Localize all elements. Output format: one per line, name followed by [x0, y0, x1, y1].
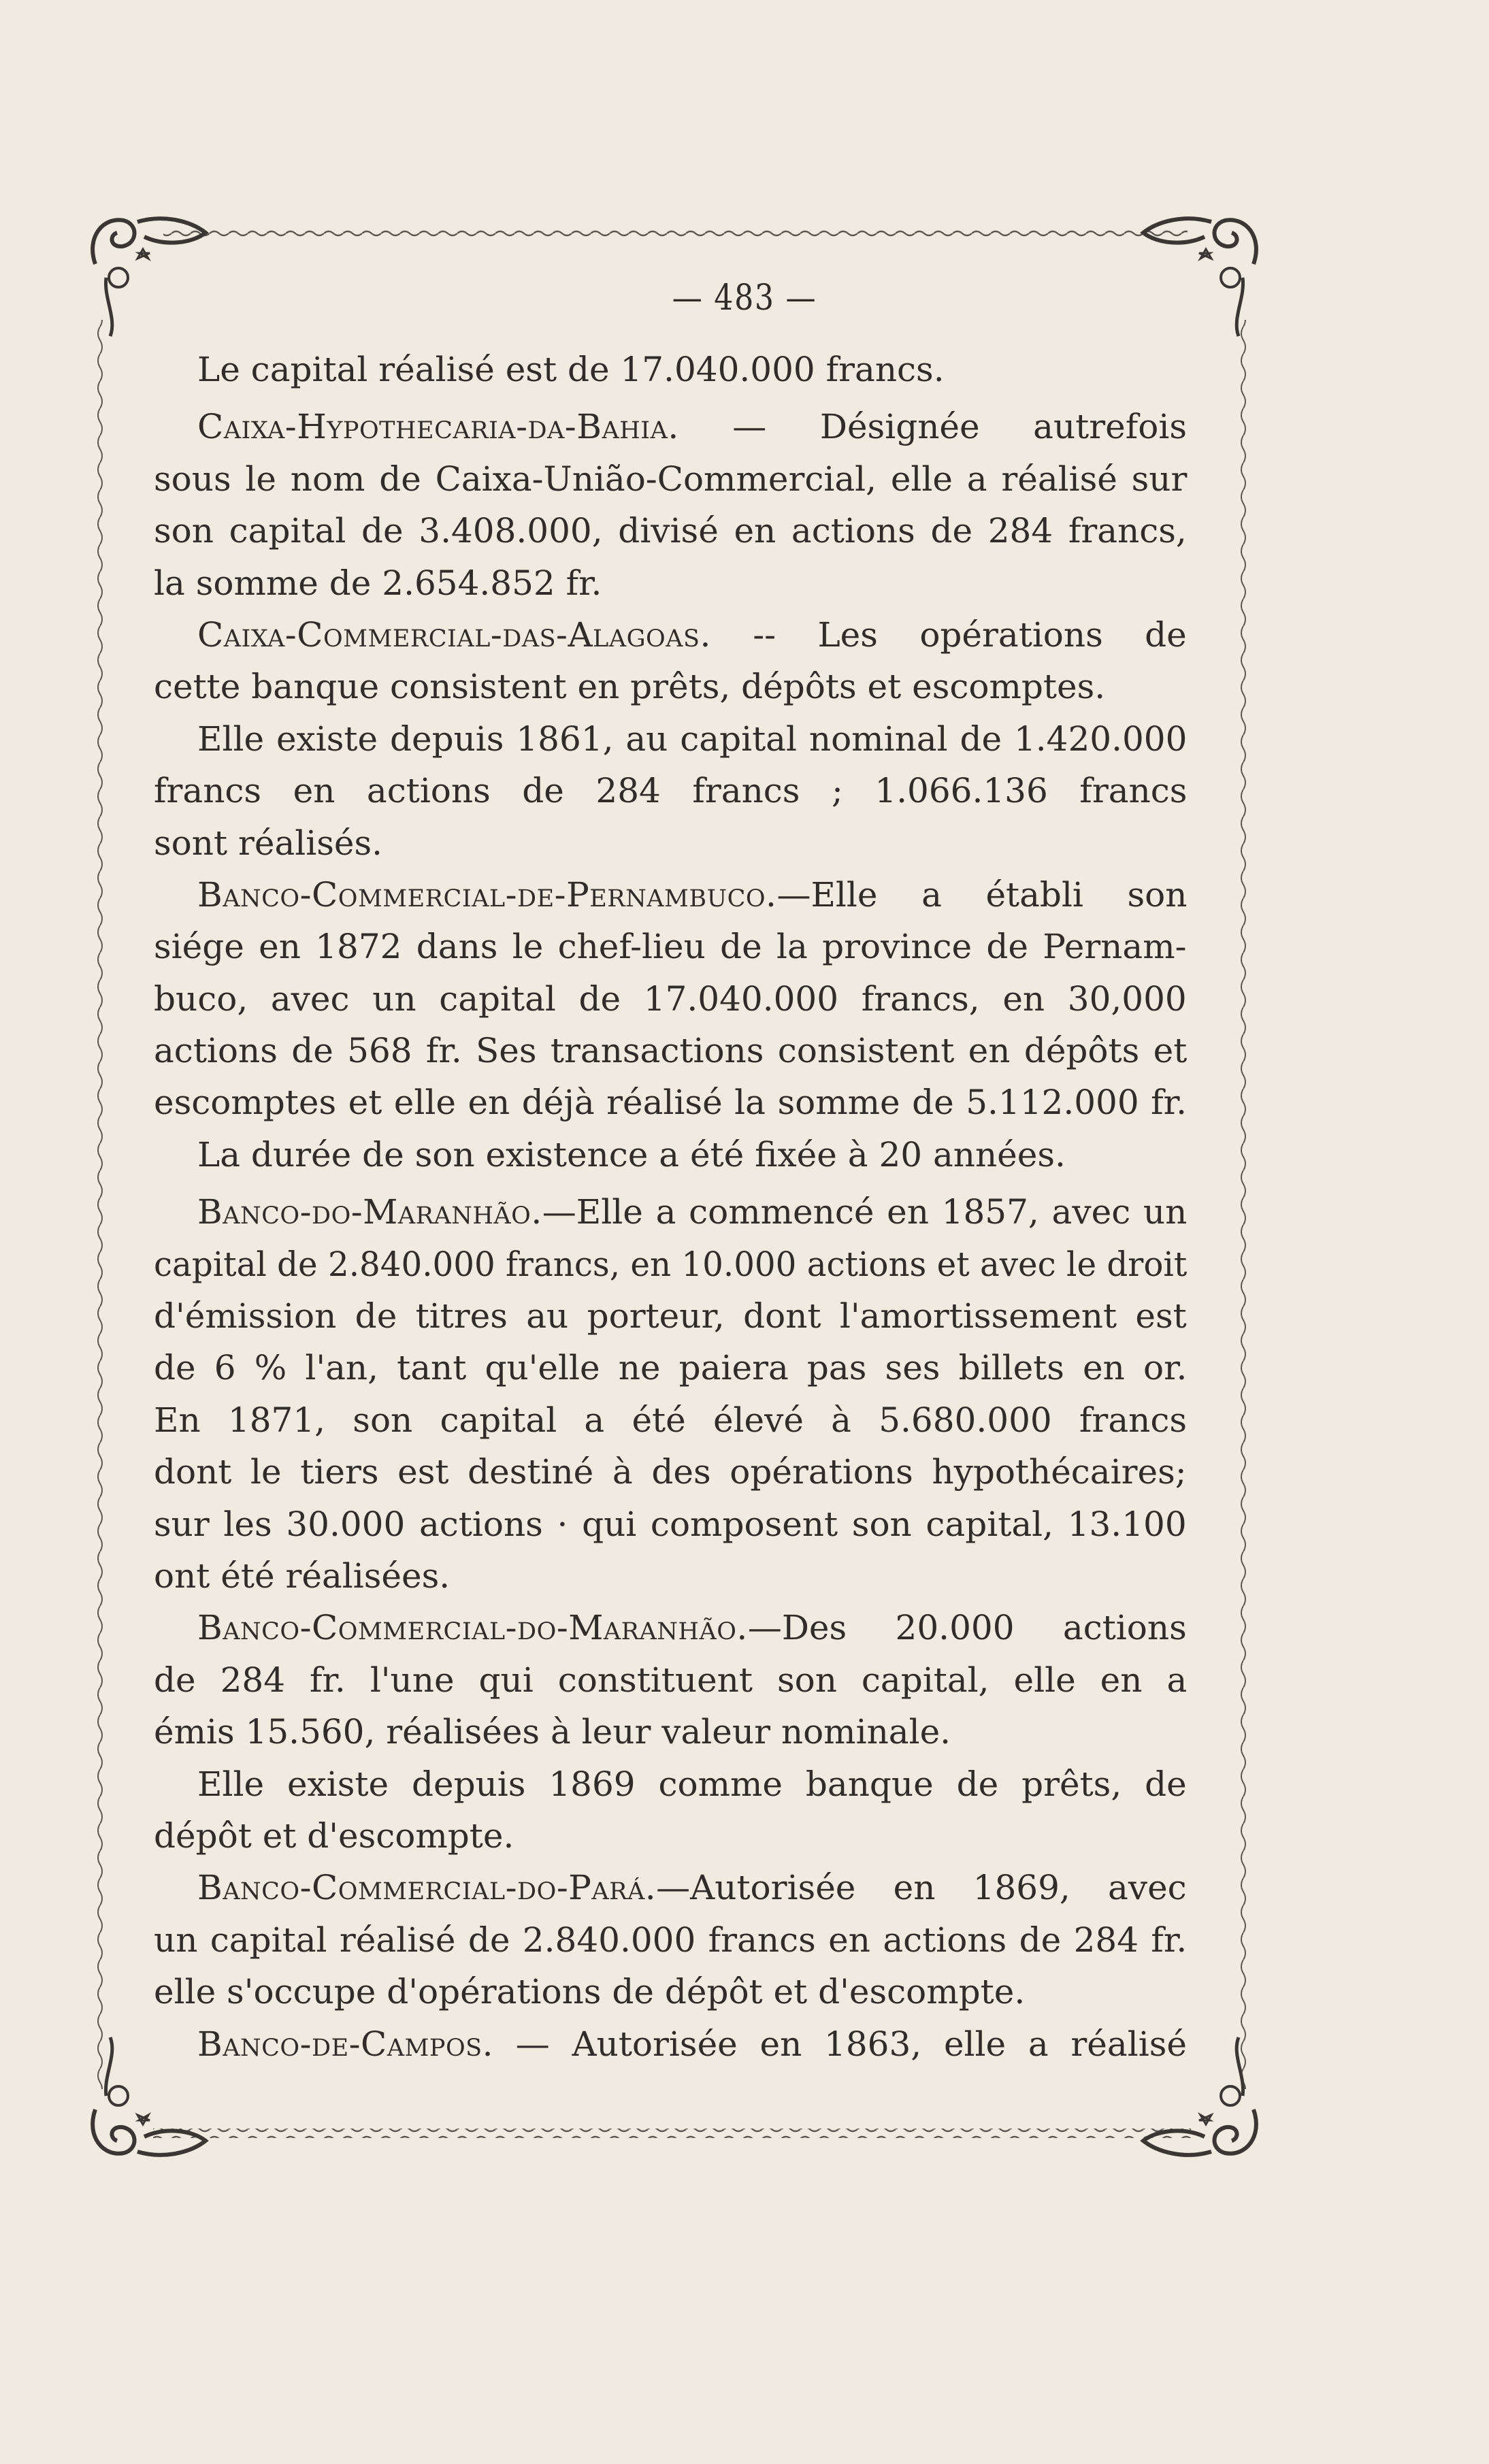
bank-name-heading: Banco-de-Campos. — [197, 2024, 494, 2064]
text-line: son capital de 3.408.000, divisé en actions de 284 francs, — [154, 511, 1187, 551]
paragraph-banco-commercial-do-para — [154, 1862, 1187, 2018]
text-line: Banco-de-Campos. — Autorisée en 1863, elle a réalisé — [197, 2024, 1187, 2064]
bank-name-heading: Banco-Commercial-do-Maranhão. — [197, 1608, 748, 1648]
text-line: de 6 % l'an, tant qu'elle ne paiera pas ses billets en or. — [154, 1348, 1188, 1388]
text-line: capital de 2.840.000 francs, en 10.000 actions et avec le droit — [154, 1244, 1188, 1284]
top-border-line — [163, 229, 1188, 239]
text-line: dont le tiers est destiné à des opérations hypothécaires; — [154, 1452, 1187, 1492]
text-line: Banco-Commercial-de-Pernambuco.—Elle a établi son — [197, 874, 1188, 915]
text-line: Banco-Commercial-do-Maranhão.—Des 20.000 actions — [197, 1608, 1187, 1648]
paragraph — [154, 713, 1187, 869]
bank-name-heading: Caixa-Commercial-das-Alagoas. — [197, 614, 711, 655]
text-line: buco, avec un capital de 17.040.000 francs, en 30,000 — [154, 979, 1187, 1019]
text-line: actions de 568 fr. Ses transactions consistent en dépôts et — [154, 1031, 1188, 1071]
text-line: ont été réalisées. — [154, 1556, 451, 1596]
text-line: francs en actions de 284 francs ; 1.066.136 francs — [154, 771, 1188, 811]
paragraph-banco-commercial-do-maranhao — [154, 1602, 1187, 1758]
text-line: de 284 fr. l'une qui constituent son capital, elle en a — [154, 1660, 1188, 1700]
text-line: Banco-do-Maranhão.—Elle a commencé en 1857, avec un — [197, 1192, 1188, 1232]
text-line: Le capital réalisé est de 17.040.000 francs. — [197, 350, 945, 389]
paragraph-banco-commercial-de-pernambuco — [154, 869, 1187, 1129]
text-line: d'émission de titres au porteur, dont l'amortissement est — [154, 1296, 1187, 1336]
left-border-line — [95, 320, 104, 2089]
text-line: Elle existe depuis 1869 comme banque de prêts, de — [197, 1764, 1187, 1804]
text-line: siége en 1872 dans le chef-lieu de la province de Pernam- — [154, 927, 1187, 967]
paragraph — [154, 1129, 1187, 1181]
bottom-border-line — [153, 2129, 1191, 2138]
paragraph-caixa-hypothecaria-da-bahia — [154, 401, 1187, 609]
paragraph-banco-do-maranhao — [154, 1186, 1187, 1602]
text-line: Caixa-Commercial-das-Alagoas. -- Les opérations de — [197, 614, 1187, 655]
bank-name-heading: Caixa-Hypothecaria-da-Bahia. — [197, 407, 679, 447]
body-text — [154, 344, 1187, 2070]
text-line: émis 15.560, réalisées à leur valeur nominale. — [154, 1712, 951, 1752]
text-line: un capital réalisé de 2.840.000 francs en actions de 284 fr. — [154, 1920, 1188, 1960]
text-line: dépôt et d'escompte. — [154, 1816, 514, 1856]
text-line: sont réalisés. — [154, 823, 383, 863]
paragraph-caixa-commercial-das-alagoas — [154, 609, 1187, 713]
text-line: En 1871, son capital a été élevé à 5.680.000 francs — [154, 1400, 1187, 1440]
text-line: sur les 30.000 actions · qui composent son capital, 13.100 — [154, 1504, 1187, 1544]
page-number: — 483 — — [672, 278, 817, 318]
bank-name-heading: Banco-Commercial-do-Pará. — [197, 1868, 657, 1908]
text-line: Elle existe depuis 1861, au capital nominal de 1.420.000 — [197, 719, 1188, 759]
paragraph — [154, 344, 1187, 395]
text-line: sous le nom de Caixa-União-Commercial, elle a réalisé sur — [154, 459, 1188, 499]
text-line: escomptes et elle en déjà réalisé la somme de 5.112.000 fr. — [154, 1083, 1187, 1123]
text-line: Banco-Commercial-do-Pará.—Autorisée en 1869, avec — [197, 1868, 1187, 1908]
text-line: elle s'occupe d'opérations de dépôt et d'escompte. — [154, 1972, 1026, 2012]
text-line: La durée de son existence a été fixée à 20 années. — [197, 1134, 1066, 1174]
paragraph-banco-de-campos — [154, 2018, 1187, 2070]
paragraph — [154, 1758, 1187, 1862]
bank-name-heading: Banco-Commercial-de-Pernambuco. — [197, 874, 777, 915]
text-line: Caixa-Hypothecaria-da-Bahia. — Désignée autrefois — [197, 407, 1188, 447]
right-border-line — [1237, 320, 1247, 2089]
text-line: la somme de 2.654.852 fr. — [154, 563, 602, 603]
bank-name-heading: Banco-do-Maranhão. — [197, 1192, 542, 1232]
text-line: cette banque consistent en prêts, dépôts et escomptes. — [154, 667, 1106, 707]
